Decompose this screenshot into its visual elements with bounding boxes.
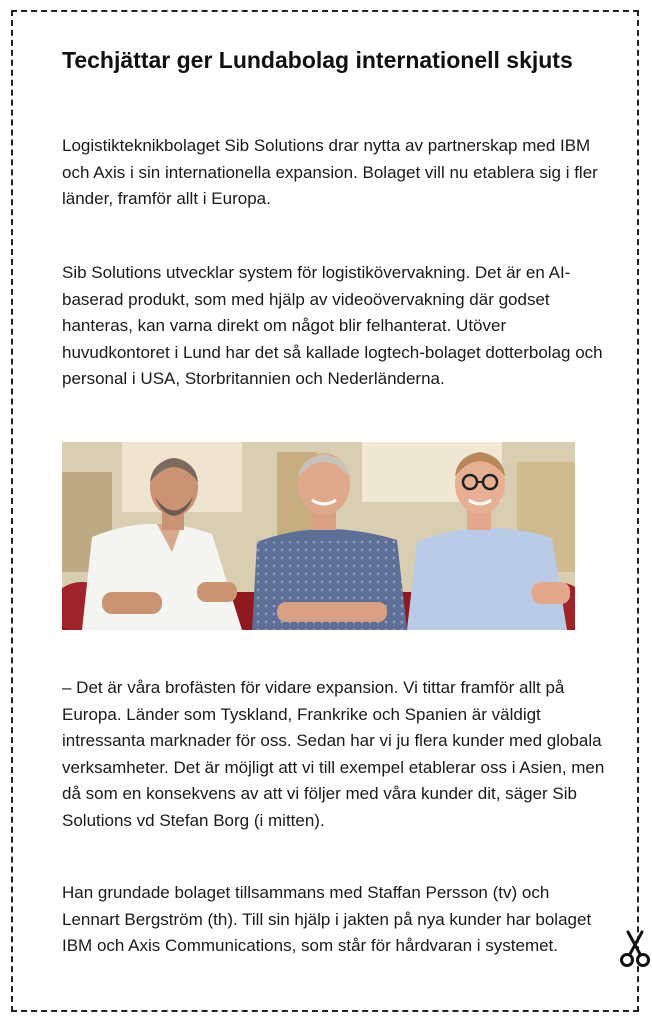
article-paragraph-quote: – Det är våra brofästen för vidare expansion. Vi tittar framför allt på Europa. Länder som Tyskland, Frankrike och Spanien är väldigt intressanta marknader för oss. Sedan har vi ju flera kunder med globala verksamheter. Det är möjligt att vi till exempel etablerar oss i Asien, men då som en konsekvens av att vi följer med våra kunder dit, säger Sib Solutions vd Stefan Borg (i mitten). (62, 678, 605, 830)
article-paragraph-founders: Han grundade bolaget tillsammans med Staffan Persson (tv) och Lennart Bergström (th). Till sin hjälp i jakten på nya kunder har bolaget IBM och Axis Communications, som står för hårdvaran i systemet. (62, 883, 592, 955)
article-photo (62, 442, 575, 630)
article-paragraph-product: Sib Solutions utvecklar system för logistikövervakning. Det är en AI-baserad produkt, som med hjälp av videoövervakning där godset hanteras, kan varna direkt om något blir felhanterat. Utöver huvudkontoret i Lund har det så kallade logtech-bolaget dotterbolag och personal i USA, Storbritannien och Nederländerna. (62, 263, 603, 388)
scissors-icon (618, 928, 652, 968)
article-paragraph-intro: Logistikteknikbolaget Sib Solutions drar nytta av partnerskap med IBM och Axis i sin internationella expansion. Bolaget vill nu etablera sig i fler länder, framför allt i Europa. (62, 136, 598, 208)
article-headline: Techjättar ger Lundabolag internationell skjuts (62, 47, 573, 73)
